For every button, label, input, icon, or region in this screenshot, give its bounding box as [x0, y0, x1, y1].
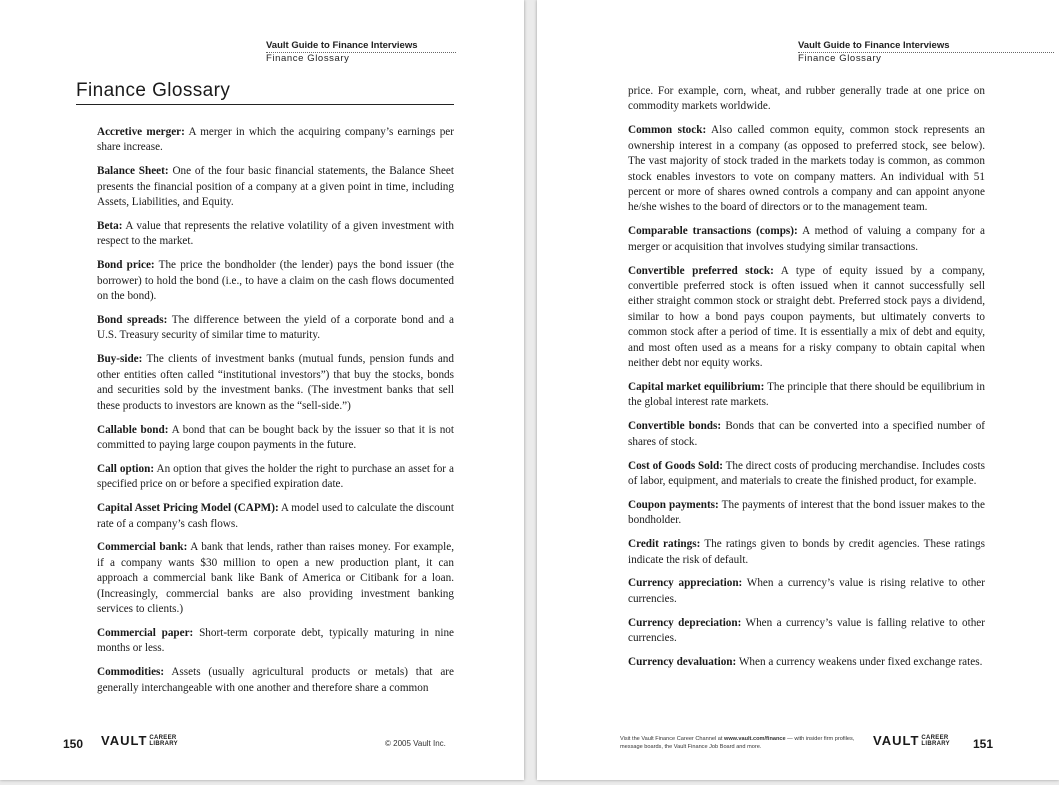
glossary-entry: [97, 501, 454, 532]
glossary-entry: [628, 224, 985, 255]
running-head-subtitle: Finance Glossary: [798, 52, 1054, 65]
footer-note: Visit the Vault Finance Career Channel at www.vault.com/finance — with insider firm profiles, message boards, the Vault Finance Job Board and more.: [620, 736, 855, 750]
glossary-definition: Assets (usually agricultural products or metals) that are generally interchangeable with one another and therefore share a common: [97, 666, 455, 694]
glossary-term: Bond spreads:: [97, 314, 168, 327]
page-number: 150: [63, 737, 84, 751]
glossary-entry: [628, 380, 985, 411]
vault-logo-word: VAULT: [873, 733, 920, 748]
glossary-definition: When a currency weakens under fixed exchange rates.: [738, 656, 983, 669]
right-page: [537, 0, 1059, 780]
running-head-title: Vault Guide to Finance Interviews: [266, 40, 418, 51]
glossary-term: Capital Asset Pricing Model (CAPM):: [97, 502, 279, 515]
running-head: [798, 40, 1054, 65]
glossary-entry: [628, 655, 985, 670]
glossary-term: Common stock:: [628, 124, 707, 137]
glossary-definition: The principle that there should be equilibrium in the global interest rate markets.: [628, 380, 985, 409]
running-head: [266, 40, 456, 65]
page-number: 151: [973, 737, 994, 751]
glossary-entry: [97, 219, 454, 250]
glossary-definition: The difference between the yield of a corporate bond and a U.S. Treasury security of similar time to maturity.: [97, 314, 454, 342]
glossary-term: Convertible preferred stock:: [628, 264, 774, 277]
glossary-term: Bond price:: [97, 259, 155, 272]
glossary-definition: The clients of investment banks (mutual funds, pension funds and other entities often called “institutional investors”) that buy the stocks, bonds and securities sold by the investment banks. (The investment banks that sell these products to investors are known as the “sell-side.”): [97, 353, 454, 412]
glossary-entry: [97, 313, 454, 344]
glossary-term: Buy-side:: [97, 353, 143, 366]
glossary-definition: A merger in which the acquiring company’s earnings per share increase.: [97, 126, 454, 154]
left-page: [0, 0, 524, 780]
glossary-term: Convertible bonds:: [628, 420, 722, 433]
glossary-entry: [97, 125, 454, 156]
glossary-term: Commercial bank:: [97, 541, 188, 554]
glossary-entry: [97, 626, 454, 657]
glossary-entry: [628, 419, 985, 450]
page-title: Finance Glossary: [76, 80, 454, 105]
footer-url-link[interactable]: www.vault.com/finance: [723, 736, 786, 742]
glossary-definition: A bond that can be bought back by the issuer so that it is not committed to paying large coupon payments in the future.: [97, 423, 455, 451]
vault-logo: [101, 733, 178, 748]
glossary-definition: price. For example, corn, wheat, and rubber generally trade at one price on commodity markets worldwide.: [628, 85, 985, 113]
glossary-entry: [628, 123, 985, 215]
glossary-term: Beta:: [97, 220, 123, 233]
glossary-term: Balance Sheet:: [97, 165, 169, 178]
glossary-term: Call option:: [97, 462, 155, 475]
glossary-definition: Also called common equity, common stock represents an ownership interest in a company (as opposed to preferred stock, see below). The vast majority of stock traded in the markets today is common, as common stock enables investors to vote on company matters. An individual with 51 percent or more of shares owned controls a company and can appoint anyone he/she wishes to the board of directors or to the management team.: [628, 124, 986, 214]
glossary-term: Comparable transactions (comps):: [628, 225, 798, 238]
glossary-term: Capital market equilibrium:: [628, 380, 765, 393]
vault-logo-sub: CAREER LIBRARY: [149, 734, 178, 747]
copyright: © 2005 Vault Inc.: [385, 739, 446, 748]
glossary-entry: [628, 537, 985, 568]
glossary-definition: When a currency’s value is falling relative to other currencies.: [628, 616, 985, 645]
glossary-term: Currency depreciation:: [628, 616, 742, 629]
glossary-definition: One of the four basic financial statements, the Balance Sheet presents the financial position of a company at a given point in time, including Assets, Liabilities, and Equity.: [97, 165, 454, 209]
glossary-entry: [628, 84, 985, 115]
glossary-definition: A value that represents the relative volatility of a given investment with respect to the market.: [97, 220, 454, 248]
glossary-definition: A model used to calculate the discount rate of a company’s cash flows.: [97, 502, 454, 530]
glossary-definition: Short-term corporate debt, typically maturing in nine months or less.: [97, 626, 455, 655]
glossary-definition: The ratings given to bonds by credit agencies. These ratings indicate the risk of default.: [628, 538, 985, 566]
glossary-definition: The direct costs of producing merchandise. Includes costs of labor, equipment, and materials to create the finished product, for example.: [628, 459, 985, 487]
glossary-entry: [97, 540, 454, 617]
glossary-definition: The price the bondholder (the lender) pays the bond issuer (the borrower) to hold the bond (i.e., to have a claim on the cash flows documented on the bond).: [97, 259, 454, 303]
glossary-definition: A type of equity issued by a company, convertible preferred stock is often issued when it cannot successfully sell either straight common stock or straight debt. Preferred stock pays a dividend, similar to how a bond pays coupon payments, but ultimately converts to common stock after a period of time. It is essentially a mix of debt and equity, and most often used as a means for a risky company to obtain capital when neither debt nor equity works.: [628, 264, 985, 369]
glossary-definition: A method of valuing a company for a merger or acquisition that involves studying similar transactions.: [628, 225, 985, 253]
glossary-entry: [97, 423, 454, 454]
glossary-entry: [97, 665, 454, 696]
glossary-term: Cost of Goods Sold:: [628, 459, 723, 472]
running-head-title: Vault Guide to Finance Interviews: [798, 40, 950, 51]
vault-logo-word: VAULT: [101, 733, 148, 748]
glossary-term: Currency devaluation:: [628, 656, 737, 669]
running-head-subtitle: Finance Glossary: [266, 52, 456, 65]
glossary-entry: [628, 264, 985, 372]
right-entry-list: [628, 84, 985, 679]
glossary-definition: The payments of interest that the bond issuer makes to the bondholder.: [628, 498, 985, 527]
glossary-definition: A bank that lends, rather than raises money. For example, if a company wants $30 million to open a new production plant, it can approach a commercial bank like Bank of America or Citibank for a loan. (Increasingly, commercial banks are also providing investment banking services to clients.): [97, 541, 454, 616]
glossary-entry: [628, 616, 985, 647]
left-entry-list: [97, 125, 454, 705]
glossary-entry: [628, 459, 985, 490]
glossary-entry: [628, 576, 985, 607]
glossary-term: Credit ratings:: [628, 538, 701, 551]
glossary-term: Commercial paper:: [97, 626, 194, 639]
glossary-term: Accretive merger:: [97, 126, 185, 138]
glossary-entry: [97, 352, 454, 414]
glossary-definition: An option that gives the holder the right to purchase an asset for a specified price on or before a specified expiration date.: [97, 462, 454, 491]
glossary-definition: When a currency’s value is rising relative to other currencies.: [628, 577, 985, 605]
vault-logo-sub: CAREER LIBRARY: [921, 734, 950, 747]
glossary-term: Coupon payments:: [628, 498, 719, 511]
glossary-entry: [97, 258, 454, 304]
glossary-term: Currency appreciation:: [628, 577, 743, 590]
glossary-entry: [628, 498, 985, 529]
glossary-term: Callable bond:: [97, 423, 169, 436]
glossary-entry: [97, 462, 454, 493]
glossary-term: Commodities:: [97, 666, 165, 679]
glossary-definition: Bonds that can be converted into a specified number of shares of stock.: [628, 420, 986, 448]
vault-logo: [873, 733, 950, 748]
glossary-entry: [97, 164, 454, 210]
